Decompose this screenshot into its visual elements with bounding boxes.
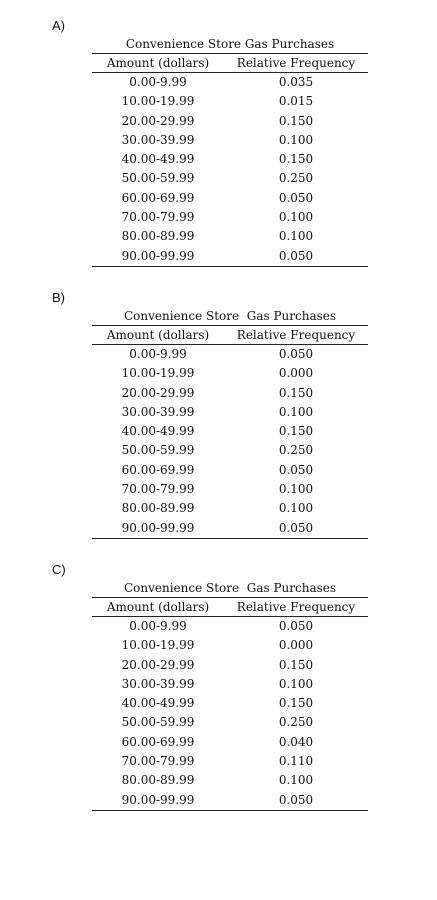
amount-cell: 80.00-89.99 (121, 229, 195, 244)
table-row (92, 441, 368, 460)
frequency-cell: 0.150 (278, 657, 314, 672)
table-header-row (92, 326, 368, 344)
amount-cell: 90.00-99.99 (121, 248, 195, 263)
amount-cell: 30.00-39.99 (121, 676, 195, 691)
frequency-cell: 0.035 (278, 75, 314, 89)
frequency-table (92, 308, 368, 539)
table-row (92, 150, 368, 169)
option-label: B) (52, 290, 65, 305)
table-title: Convenience Store Gas Purchases (123, 581, 337, 595)
amount-cell: 50.00-59.99 (121, 715, 195, 730)
table-row (92, 675, 368, 694)
table-row (92, 752, 368, 771)
amount-cell: 30.00-39.99 (121, 404, 195, 419)
table-row (92, 461, 368, 480)
frequency-cell: 0.100 (278, 132, 314, 147)
frequency-cell: 0.150 (278, 152, 314, 167)
amount-cell: 50.00-59.99 (121, 443, 195, 458)
frequency-cell: 0.150 (278, 424, 314, 439)
column-header-relative-frequency: Relative Frequency (236, 56, 356, 70)
table-row (92, 345, 368, 364)
table-row (92, 713, 368, 732)
column-header-amount: Amount (dollars) (106, 56, 210, 70)
frequency-cell: 0.250 (278, 443, 314, 458)
frequency-cell: 0.000 (278, 638, 314, 653)
frequency-cell: 0.110 (278, 754, 314, 769)
amount-cell: 60.00-69.99 (121, 462, 195, 477)
table-row (92, 791, 368, 810)
table-row (92, 636, 368, 655)
table-row (92, 112, 368, 131)
amount-cell: 0.00-9.99 (129, 619, 187, 633)
table-row (92, 480, 368, 499)
amount-cell: 40.00-49.99 (121, 696, 195, 711)
amount-cell: 70.00-79.99 (121, 210, 195, 225)
amount-cell: 90.00-99.99 (121, 520, 195, 535)
table-row (92, 73, 368, 92)
table-row (92, 364, 368, 383)
frequency-table (92, 36, 368, 267)
frequency-cell: 0.150 (278, 385, 314, 400)
table-row (92, 519, 368, 538)
amount-cell: 40.00-49.99 (121, 424, 195, 439)
frequency-cell: 0.100 (278, 773, 314, 788)
frequency-cell: 0.100 (278, 501, 314, 516)
frequency-cell: 0.050 (278, 190, 314, 205)
amount-cell: 70.00-79.99 (121, 482, 195, 497)
table-row (92, 617, 368, 636)
frequency-cell: 0.100 (278, 482, 314, 497)
amount-cell: 0.00-9.99 (129, 75, 187, 89)
table-row (92, 422, 368, 441)
amount-cell: 10.00-19.99 (121, 94, 195, 109)
frequency-cell: 0.250 (278, 171, 314, 186)
table-row (92, 92, 368, 111)
column-header-amount: Amount (dollars) (106, 600, 210, 614)
amount-cell: 10.00-19.99 (121, 638, 195, 653)
table-row (92, 131, 368, 150)
frequency-cell: 0.100 (278, 676, 314, 691)
amount-cell: 80.00-89.99 (121, 501, 195, 516)
table-bottom-rule (92, 538, 368, 539)
frequency-cell: 0.000 (278, 366, 314, 381)
table-bottom-rule (92, 810, 368, 811)
table-title: Convenience Store Gas Purchases (123, 309, 337, 323)
frequency-cell: 0.050 (278, 619, 314, 633)
option-label: A) (52, 18, 65, 33)
amount-cell: 80.00-89.99 (121, 773, 195, 788)
table-row (92, 403, 368, 422)
table-row (92, 208, 368, 227)
table-row (92, 499, 368, 518)
frequency-cell: 0.150 (278, 696, 314, 711)
frequency-table (92, 580, 368, 811)
amount-cell: 30.00-39.99 (121, 132, 195, 147)
amount-cell: 40.00-49.99 (121, 152, 195, 167)
amount-cell: 90.00-99.99 (121, 792, 195, 807)
frequency-cell: 0.100 (278, 404, 314, 419)
frequency-cell: 0.050 (278, 347, 314, 361)
amount-cell: 20.00-29.99 (121, 657, 195, 672)
frequency-cell: 0.050 (278, 248, 314, 263)
amount-cell: 60.00-69.99 (121, 190, 195, 205)
frequency-cell: 0.040 (278, 734, 314, 749)
amount-cell: 20.00-29.99 (121, 113, 195, 128)
frequency-cell: 0.100 (278, 210, 314, 225)
amount-cell: 10.00-19.99 (121, 366, 195, 381)
table-row (92, 733, 368, 752)
table-row (92, 247, 368, 266)
table-row (92, 384, 368, 403)
column-header-relative-frequency: Relative Frequency (236, 328, 356, 342)
table-row (92, 694, 368, 713)
table-row (92, 656, 368, 675)
table-header-row (92, 598, 368, 616)
frequency-cell: 0.250 (278, 715, 314, 730)
column-header-relative-frequency: Relative Frequency (236, 600, 356, 614)
table-header-row (92, 54, 368, 72)
amount-cell: 0.00-9.99 (129, 347, 187, 361)
table-bottom-rule (92, 266, 368, 267)
column-header-amount: Amount (dollars) (106, 328, 210, 342)
table-row (92, 169, 368, 188)
frequency-cell: 0.050 (278, 520, 314, 535)
amount-cell: 60.00-69.99 (121, 734, 195, 749)
frequency-cell: 0.050 (278, 462, 314, 477)
amount-cell: 20.00-29.99 (121, 385, 195, 400)
table-row (92, 771, 368, 790)
amount-cell: 70.00-79.99 (121, 754, 195, 769)
frequency-cell: 0.050 (278, 792, 314, 807)
table-row (92, 227, 368, 246)
frequency-cell: 0.150 (278, 113, 314, 128)
option-label: C) (52, 562, 66, 577)
amount-cell: 50.00-59.99 (121, 171, 195, 186)
frequency-cell: 0.100 (278, 229, 314, 244)
frequency-cell: 0.015 (278, 94, 314, 109)
table-row (92, 189, 368, 208)
table-title: Convenience Store Gas Purchases (125, 37, 335, 51)
